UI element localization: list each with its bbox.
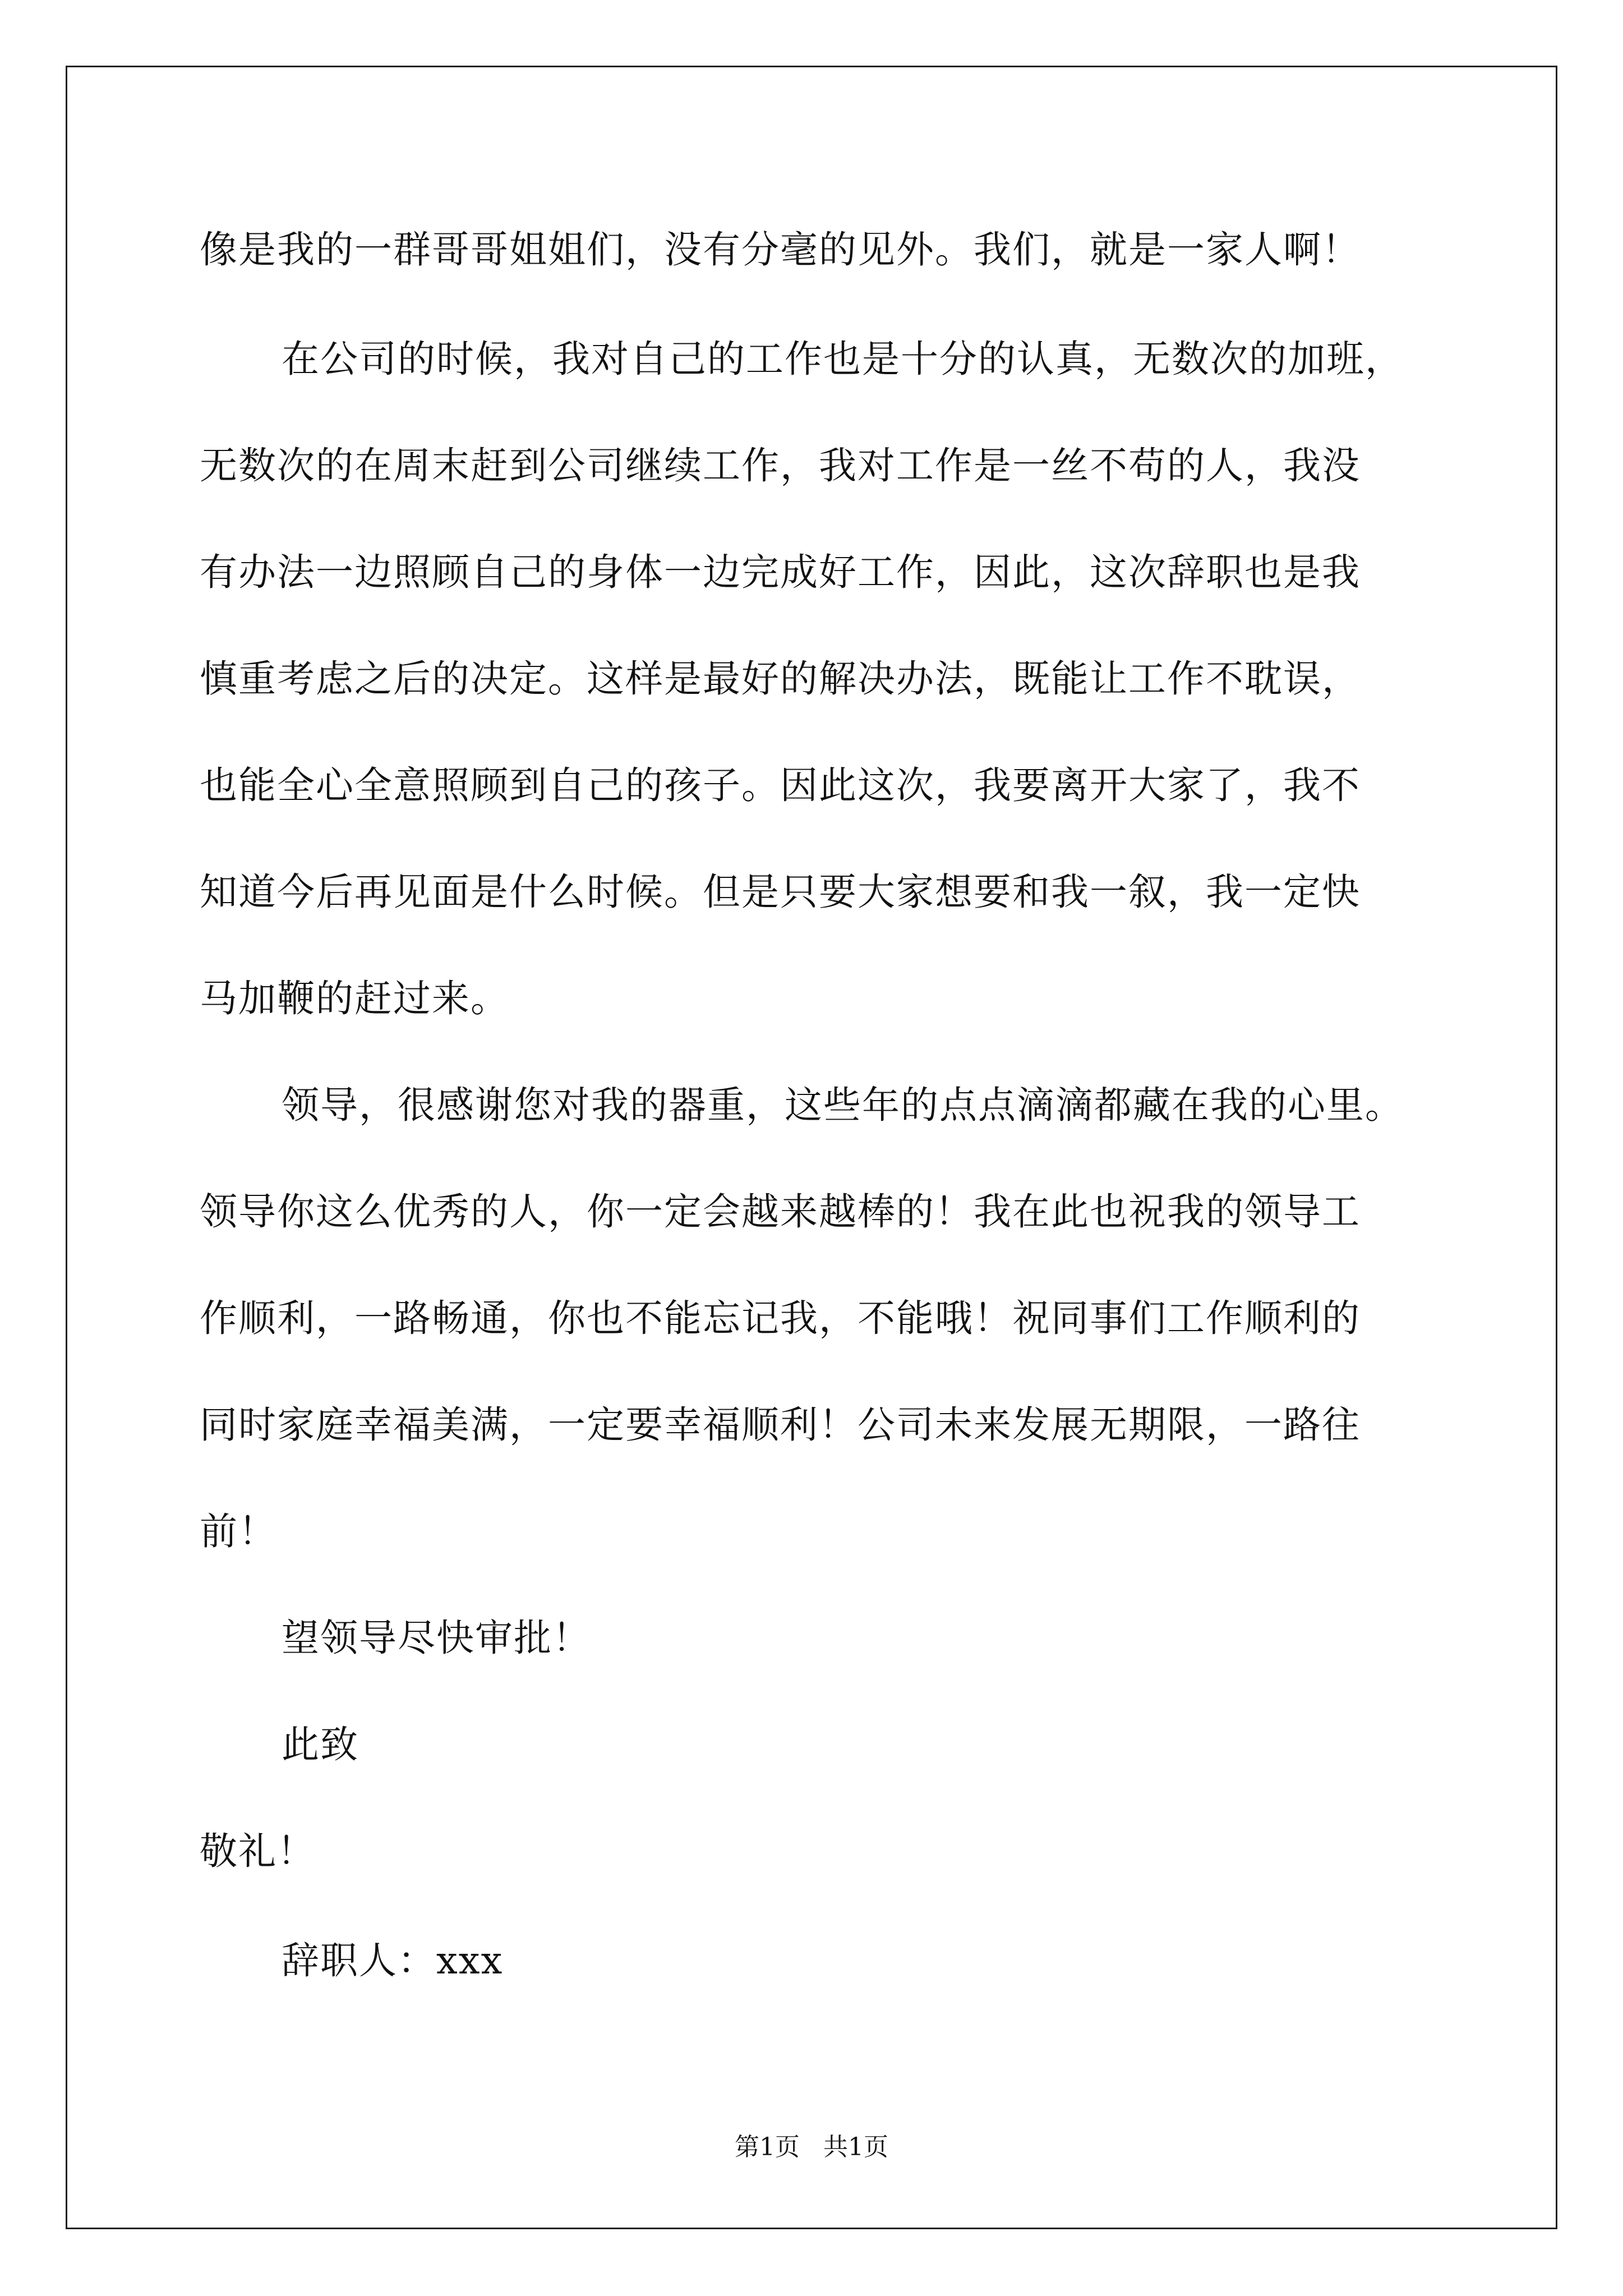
- paragraph-line: 像是我的一群哥哥姐姐们，没有分毫的见外。我们，就是一家人啊！: [200, 228, 1361, 272]
- paragraph-line: 也能全心全意照顾到自己的孩子。因此这次，我要离开大家了，我不: [200, 763, 1361, 807]
- paragraph-line: 前！: [200, 1510, 277, 1553]
- page-border: [66, 66, 1557, 2229]
- paragraph-line: 无数次的在周末赶到公司继续工作，我对工作是一丝不苟的人，我没: [200, 444, 1361, 487]
- paragraph-line: 有办法一边照顾自己的身体一边完成好工作，因此，这次辞职也是我: [200, 550, 1361, 594]
- paragraph-line: 慎重考虑之后的决定。这样是最好的解决办法，既能让工作不耽误，: [200, 657, 1361, 701]
- paragraph-line: 马加鞭的赶过来。: [200, 977, 509, 1020]
- paragraph-line: 领导，很感谢您对我的器重，这些年的点点滴滴都藏在我的心里。: [282, 1083, 1404, 1127]
- paragraph-line: 在公司的时候，我对自己的工作也是十分的认真，无数次的加班，: [282, 337, 1404, 381]
- signature-line: 辞职人：xxx: [282, 1939, 504, 1982]
- paragraph-line: 同时家庭幸福美满，一定要幸福顺利！公司未来发展无期限，一路往: [200, 1403, 1361, 1447]
- closing-salutation: 此致: [282, 1723, 359, 1766]
- paragraph-line: 知道今后再见面是什么时候。但是只要大家想要和我一叙，我一定快: [200, 870, 1361, 914]
- paragraph-line: 领导你这么优秀的人，你一定会越来越棒的！我在此也祝我的领导工: [200, 1190, 1361, 1234]
- closing-request: 望领导尽快审批！: [282, 1616, 591, 1660]
- closing-respect: 敬礼！: [200, 1829, 316, 1873]
- paragraph-line: 作顺利，一路畅通，你也不能忘记我，不能哦！祝同事们工作顺利的: [200, 1296, 1361, 1340]
- page-footer: 第1页 共1页: [735, 2133, 888, 2161]
